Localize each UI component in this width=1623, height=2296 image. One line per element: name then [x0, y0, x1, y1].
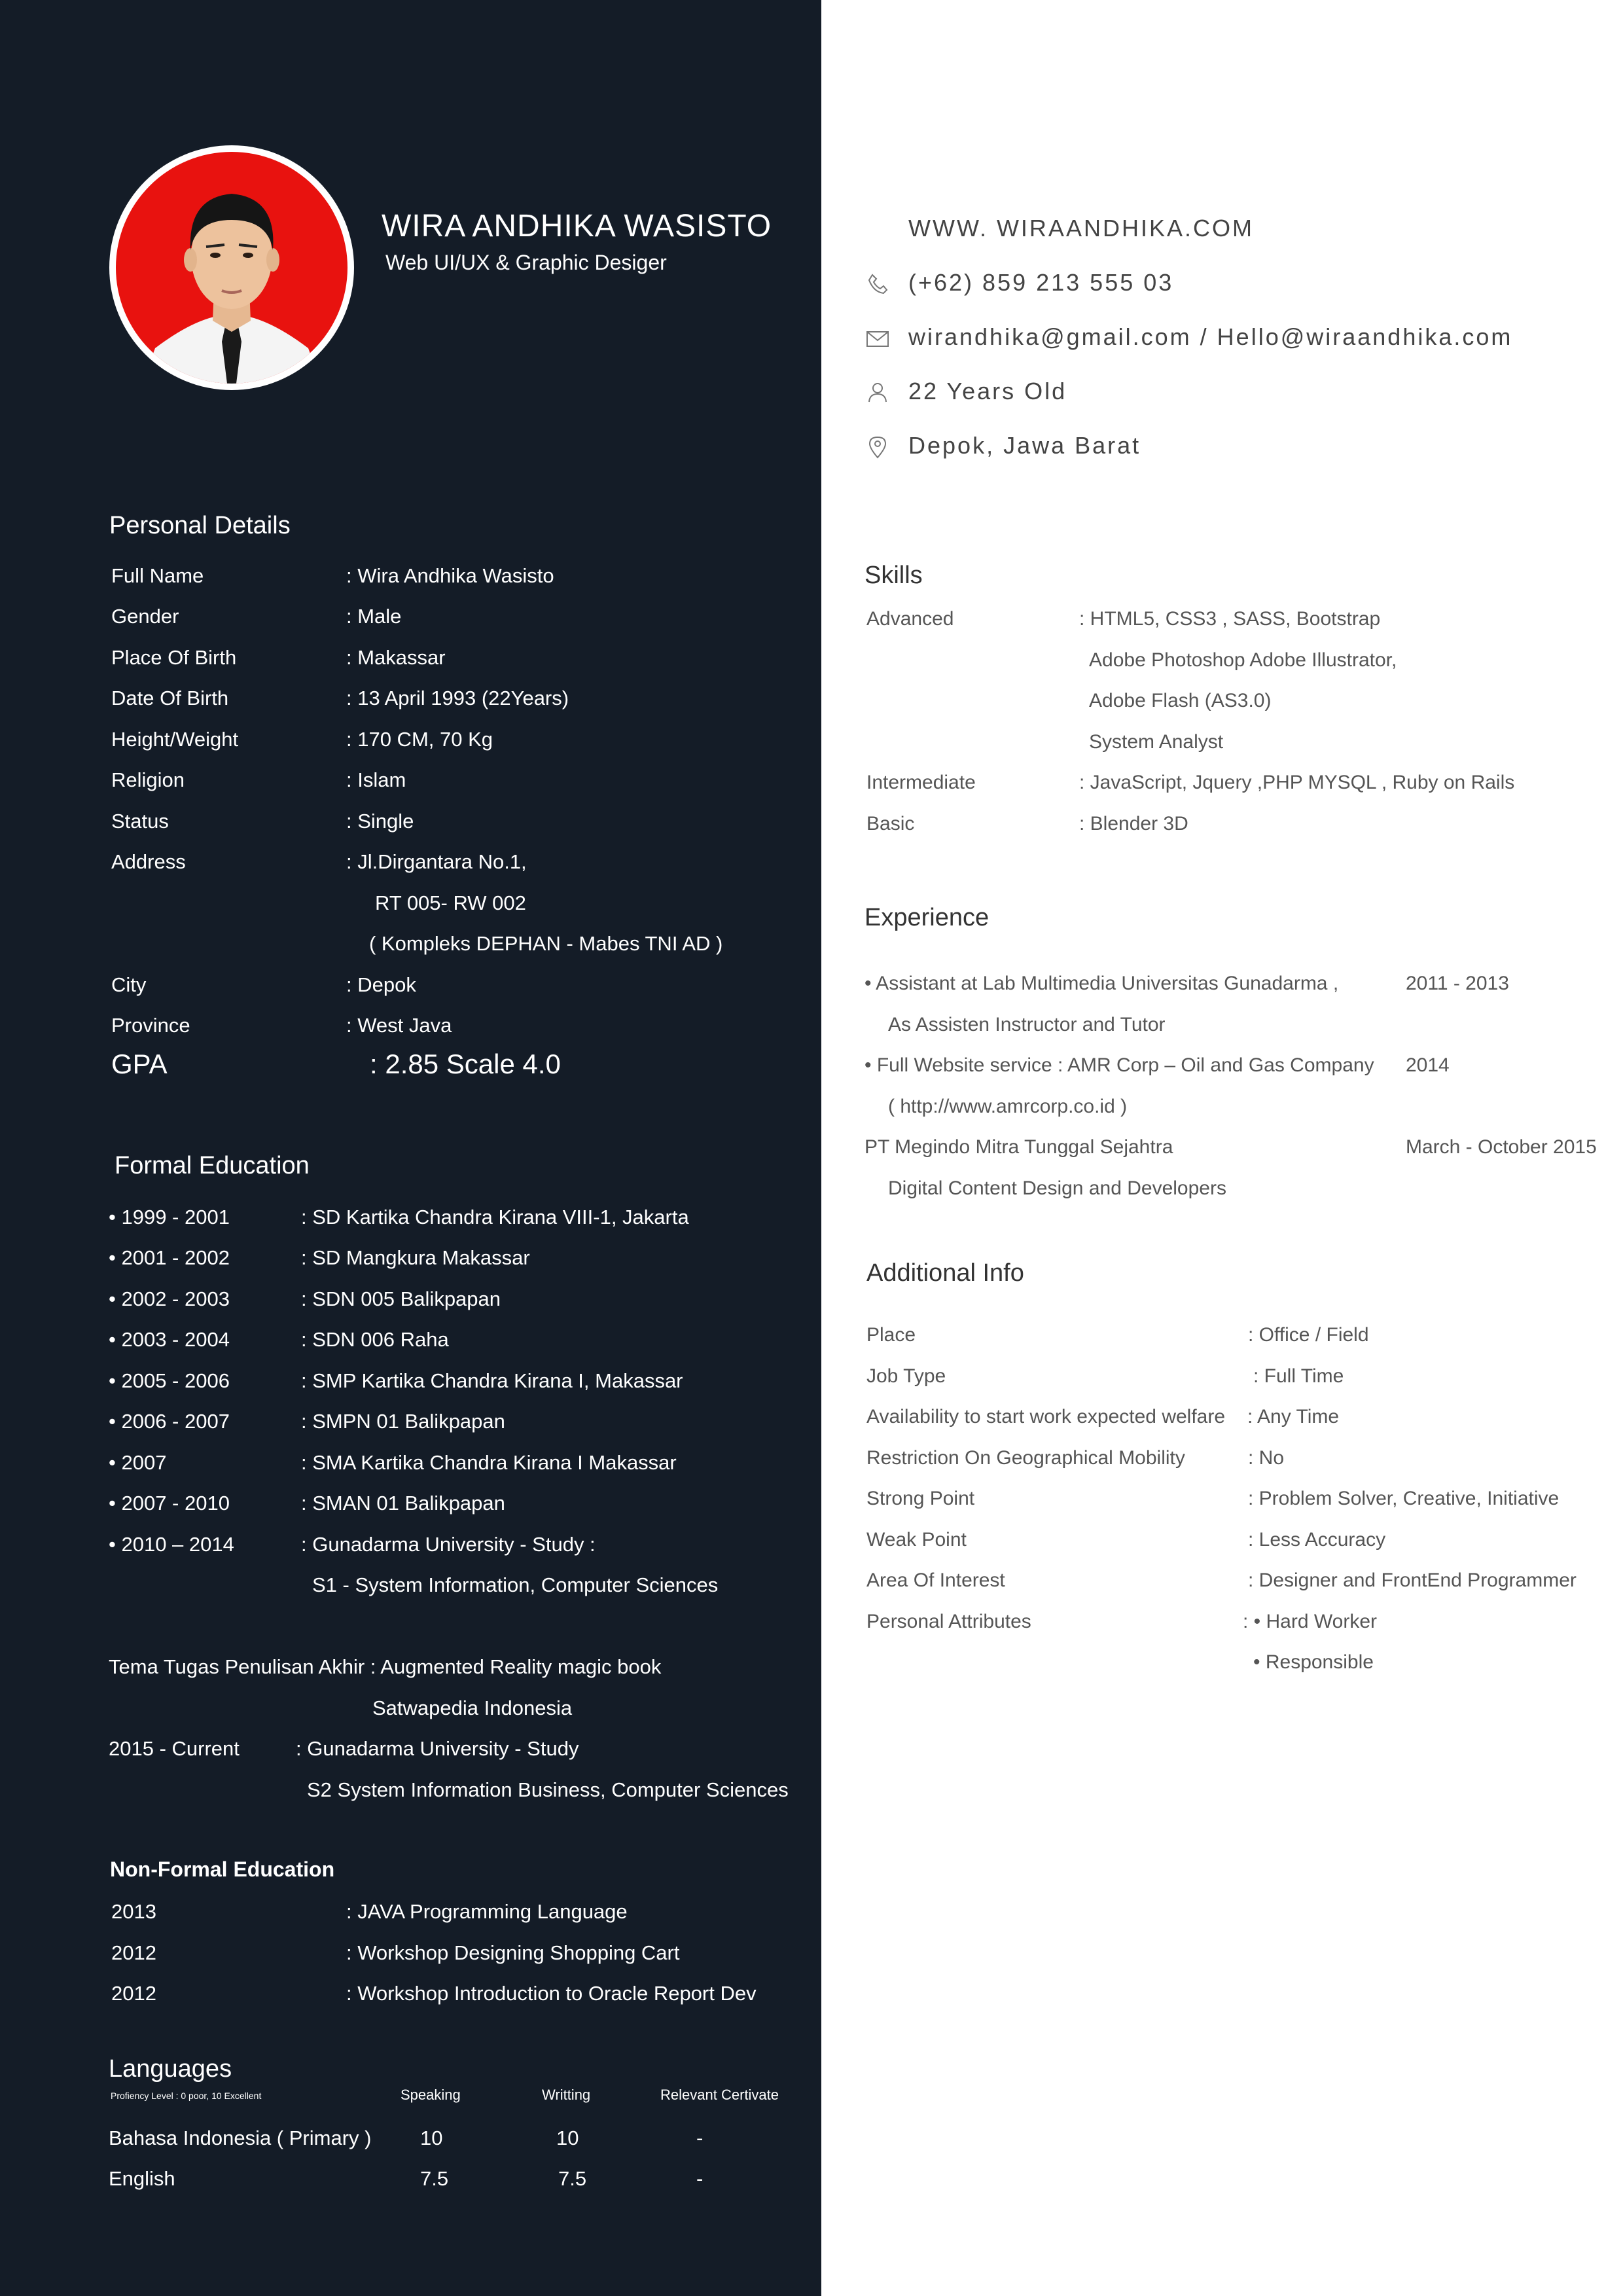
education-year: • 2005 - 2006	[109, 1369, 230, 1392]
info-value: : No	[1248, 1447, 1285, 1469]
info-label: Place	[866, 1324, 916, 1346]
personal-label: Height/Weight	[111, 728, 239, 751]
person-portrait	[116, 152, 348, 384]
education-school: : SDN 006 Raha	[301, 1328, 449, 1351]
personal-value: : Single	[346, 810, 414, 833]
experience-role: • Full Website service : AMR Corp – Oil and Gas Company	[865, 1054, 1374, 1076]
info-label: Area Of Interest	[866, 1570, 1005, 1591]
info-value: : Full Time	[1253, 1365, 1344, 1387]
info-value: : Problem Solver, Creative, Initiative	[1248, 1488, 1560, 1509]
experience-detail: As Assisten Instructor and Tutor	[888, 1014, 1166, 1035]
phone-number[interactable]: (+62) 859 213 555 03	[908, 269, 1174, 296]
s1-detail: S1 - System Information, Computer Sciences	[312, 1573, 719, 1596]
info-value: : Office / Field	[1248, 1324, 1369, 1346]
info-label: Personal Attributes	[866, 1611, 1031, 1632]
skill-list: : JavaScript, Jquery ,PHP MYSQL , Ruby on Rails	[1079, 772, 1515, 793]
website-link[interactable]: WWW. WIRAANDHIKA.COM	[908, 215, 1254, 242]
personal-label: Address	[111, 850, 186, 873]
skill-list: : Blender 3D	[1079, 813, 1188, 834]
address-line-3: ( Kompleks DEPHAN - Mabes TNI AD )	[369, 932, 723, 955]
profile-photo	[109, 145, 354, 390]
course-year: 2012	[111, 1941, 156, 1964]
personal-label: Full Name	[111, 564, 204, 587]
education-year: • 1999 - 2001	[109, 1206, 230, 1229]
gpa-value: : 2.85 Scale 4.0	[370, 1049, 561, 1079]
location-text: Depok, Jawa Barat	[908, 432, 1141, 459]
info-label: Weak Point	[866, 1529, 967, 1551]
info-label: Restriction On Geographical Mobility	[866, 1447, 1185, 1469]
course-year: 2012	[111, 1982, 156, 2005]
personal-label: Gender	[111, 605, 179, 628]
column-header-speaking: Speaking	[401, 2087, 461, 2103]
personal-label: Province	[111, 1014, 190, 1037]
skill-level-intermediate: Intermediate	[866, 772, 976, 793]
education-year: • 2002 - 2003	[109, 1287, 230, 1310]
thesis-line-2: Satwapedia Indonesia	[372, 1696, 573, 1719]
gpa-label: GPA	[111, 1049, 168, 1079]
section-title-formal-education: Formal Education	[115, 1152, 310, 1179]
language-name: English	[109, 2167, 175, 2190]
personal-value: : Islam	[346, 768, 406, 791]
personal-label: Religion	[111, 768, 185, 791]
personal-label: City	[111, 973, 147, 996]
personal-value: : Jl.Dirgantara No.1,	[346, 850, 527, 873]
experience-role: • Assistant at Lab Multimedia Universitas Gunadarma ,	[865, 973, 1339, 994]
personal-value: : Makassar	[346, 646, 446, 669]
language-speaking: 10	[420, 2126, 443, 2149]
section-title-experience: Experience	[865, 904, 990, 931]
education-year: • 2010 – 2014	[109, 1533, 234, 1556]
skill-list: : HTML5, CSS3 , SASS, Bootstrap	[1079, 608, 1381, 630]
s2-detail: S2 System Information Business, Computer Sciences	[307, 1778, 789, 1801]
column-header-certificate: Relevant Certivate	[660, 2087, 779, 2103]
info-value-continued: • Responsible	[1253, 1651, 1374, 1673]
language-certificate: -	[696, 2167, 704, 2190]
skill-list: Adobe Flash (AS3.0)	[1089, 690, 1272, 711]
user-icon	[865, 380, 891, 406]
education-school: : SD Mangkura Makassar	[301, 1246, 530, 1269]
skill-level-basic: Basic	[866, 813, 915, 834]
language-certificate: -	[696, 2126, 704, 2149]
education-school: : SD Kartika Chandra Kirana VIII-1, Jakarta	[301, 1206, 689, 1229]
personal-label: Status	[111, 810, 169, 833]
experience-detail: Digital Content Design and Developers	[888, 1177, 1226, 1199]
education-year: • 2001 - 2002	[109, 1246, 230, 1269]
personal-value: : West Java	[346, 1014, 452, 1037]
course-name: : Workshop Introduction to Oracle Report Dev	[346, 1982, 757, 2005]
education-school: : SMP Kartika Chandra Kirana I, Makassar	[301, 1369, 683, 1392]
personal-label: Place Of Birth	[111, 646, 237, 669]
right-panel	[821, 0, 1623, 2296]
personal-value: : Depok	[346, 973, 416, 996]
info-value: : • Hard Worker	[1243, 1611, 1377, 1632]
job-title: Web UI/UX & Graphic Desiger	[385, 251, 667, 274]
experience-period: March - October 2015	[1406, 1136, 1597, 1158]
education-school: : SDN 005 Balikpapan	[301, 1287, 501, 1310]
education-year: • 2003 - 2004	[109, 1328, 230, 1351]
experience-period: 2011 - 2013	[1406, 973, 1509, 994]
course-name: : JAVA Programming Language	[346, 1900, 628, 1923]
experience-detail[interactable]: ( http://www.amrcorp.co.id )	[888, 1096, 1128, 1117]
education-school: : SMAN 01 Balikpapan	[301, 1492, 505, 1515]
current-education-school: : Gunadarma University - Study	[296, 1737, 579, 1760]
phone-icon	[865, 271, 891, 297]
language-writing: 10	[556, 2126, 579, 2149]
mail-icon	[865, 325, 891, 351]
experience-role: PT Megindo Mitra Tunggal Sejahtra	[865, 1136, 1173, 1158]
personal-value: : 13 April 1993 (22Years)	[346, 687, 569, 709]
info-label: Availability to start work expected welfare	[866, 1406, 1226, 1427]
location-pin-icon	[865, 434, 891, 460]
column-header-writing: Writting	[542, 2087, 591, 2103]
section-title-non-formal-education: Non-Formal Education	[110, 1857, 335, 1881]
personal-value: : Male	[346, 605, 402, 628]
language-speaking: 7.5	[420, 2167, 449, 2190]
personal-value: : 170 CM, 70 Kg	[346, 728, 493, 751]
skill-level-advanced: Advanced	[866, 608, 954, 630]
course-name: : Workshop Designing Shopping Cart	[346, 1941, 680, 1964]
email-address[interactable]: wirandhika@gmail.com / Hello@wiraandhika.com	[908, 323, 1513, 350]
photo-background	[116, 152, 348, 384]
info-label: Job Type	[866, 1365, 946, 1387]
skill-list: Adobe Photoshop Adobe Illustrator,	[1089, 649, 1397, 671]
personal-value: : Wira Andhika Wasisto	[346, 564, 554, 587]
section-title-languages: Languages	[109, 2055, 232, 2083]
language-writing: 7.5	[558, 2167, 587, 2190]
info-label: Strong Point	[866, 1488, 975, 1509]
language-name: Bahasa Indonesia ( Primary )	[109, 2126, 372, 2149]
education-year: • 2006 - 2007	[109, 1410, 230, 1433]
education-school: : Gunadarma University - Study :	[301, 1533, 596, 1556]
info-value: : Less Accuracy	[1248, 1529, 1386, 1551]
education-year: • 2007 - 2010	[109, 1492, 230, 1515]
personal-label: Date Of Birth	[111, 687, 229, 709]
current-education-year: 2015 - Current	[109, 1737, 240, 1760]
proficiency-note: Profiency Level : 0 poor, 10 Excellent	[111, 2090, 262, 2101]
full-name: WIRA ANDHIKA WASISTO	[382, 209, 772, 243]
course-year: 2013	[111, 1900, 156, 1923]
education-year: • 2007	[109, 1451, 167, 1474]
skill-list: System Analyst	[1089, 731, 1224, 753]
info-value: : Any Time	[1247, 1406, 1340, 1427]
education-school: : SMPN 01 Balikpapan	[301, 1410, 505, 1433]
section-title-personal-details: Personal Details	[109, 512, 291, 539]
experience-period: 2014	[1406, 1054, 1450, 1076]
section-title-additional-info: Additional Info	[866, 1259, 1024, 1287]
education-school: : SMA Kartika Chandra Kirana I Makassar	[301, 1451, 677, 1474]
address-line-2: RT 005- RW 002	[375, 891, 526, 914]
info-value: : Designer and FrontEnd Programmer	[1248, 1570, 1577, 1591]
age-text: 22 Years Old	[908, 378, 1067, 404]
thesis-title: Tema Tugas Penulisan Akhir : Augmented Reality magic book	[109, 1655, 662, 1678]
section-title-skills: Skills	[865, 562, 923, 589]
